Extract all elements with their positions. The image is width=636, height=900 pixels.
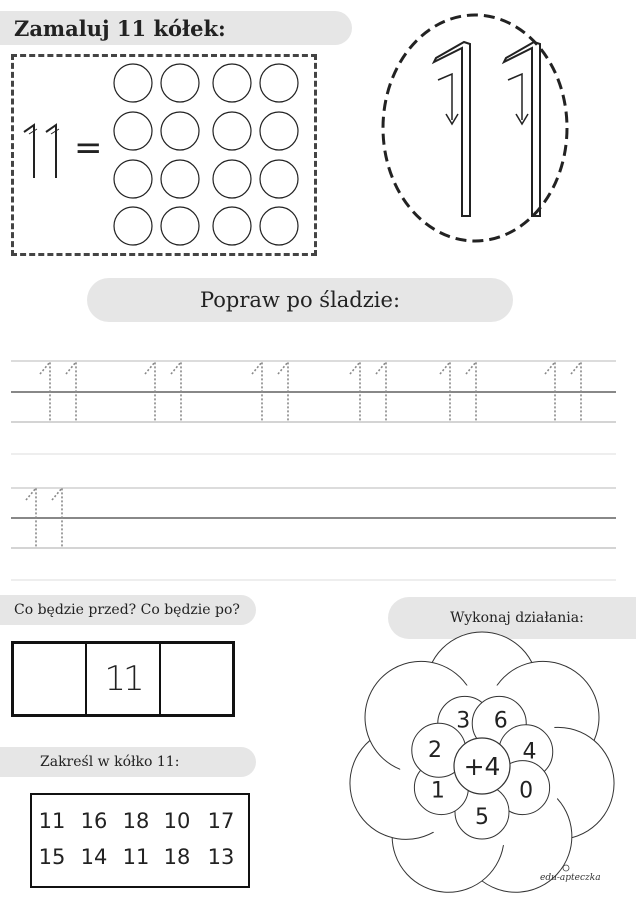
grid-number[interactable]: 16 <box>80 809 108 833</box>
middle-cell: 11 <box>87 644 160 714</box>
flower-title: Wykonaj działania: <box>450 610 584 626</box>
grid-number[interactable]: 13 <box>207 845 235 869</box>
petal-number: 6 <box>493 708 508 734</box>
grid-number[interactable]: 14 <box>80 845 108 869</box>
grid-number[interactable]: 15 <box>38 845 66 869</box>
petal-number: 1 <box>430 778 445 804</box>
equals-sign: = <box>74 128 103 168</box>
brand-logo: edu-apteczka <box>540 873 601 883</box>
petal-number: 2 <box>428 737 443 763</box>
petal-number: 0 <box>519 778 534 804</box>
circle-section-title: Zakreśl w kółko 11: <box>40 754 180 770</box>
bulb-icon <box>563 865 569 871</box>
before-after-title: Co będzie przed? Co będzie po? <box>14 602 240 618</box>
grid-number[interactable]: 18 <box>163 845 191 869</box>
grid-number[interactable]: 11 <box>38 809 66 833</box>
grid-number[interactable]: 18 <box>122 809 150 833</box>
petal-number: 3 <box>456 708 471 734</box>
petal-number: 5 <box>475 805 489 830</box>
petal-number: 4 <box>522 739 537 765</box>
flower-center-operation: +4 <box>463 752 501 781</box>
count-section-title: Zamaluj 11 kółek: <box>14 15 226 41</box>
grid-number[interactable]: 17 <box>207 809 235 833</box>
trace-section-title: Popraw po śladzie: <box>199 288 401 312</box>
grid-number[interactable]: 11 <box>122 845 150 869</box>
grid-number[interactable]: 10 <box>163 809 191 833</box>
